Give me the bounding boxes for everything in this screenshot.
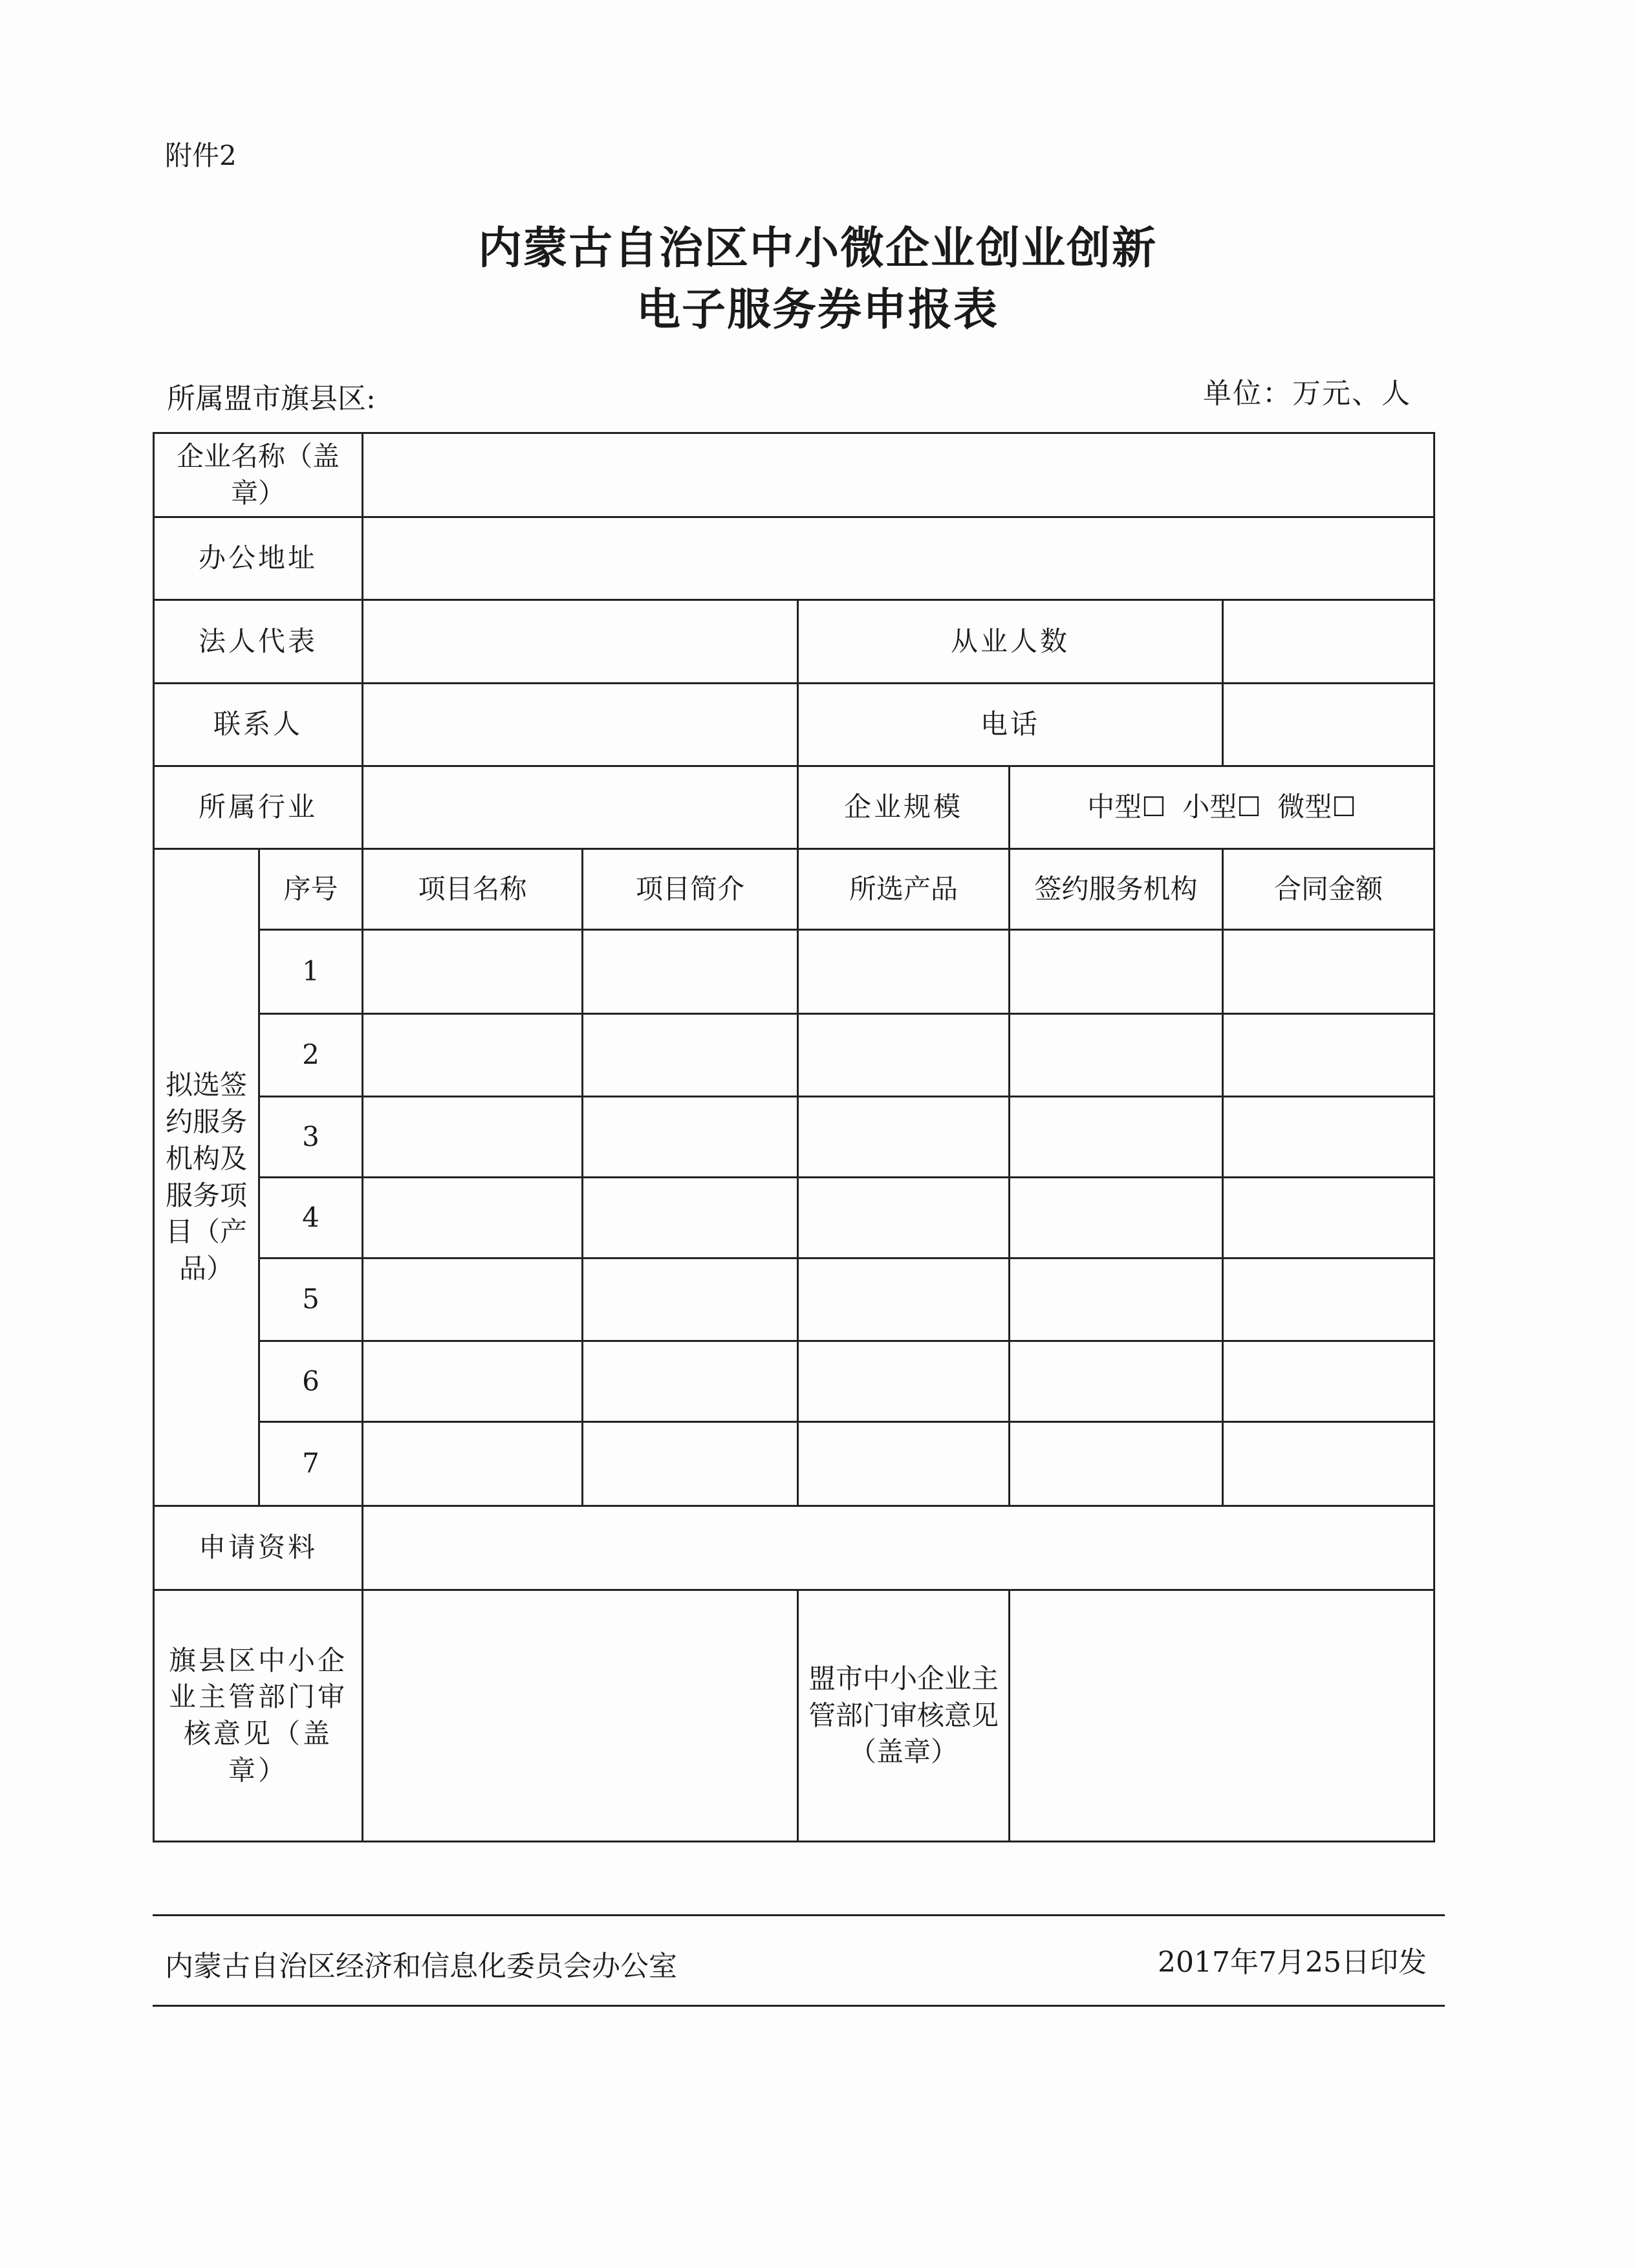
- project-name-cell[interactable]: [363, 1014, 583, 1097]
- project-summary-cell[interactable]: [583, 930, 798, 1014]
- selected-product-cell[interactable]: [798, 930, 1010, 1014]
- selected-product-cell[interactable]: [798, 1341, 1010, 1422]
- row-number: 3: [259, 1097, 363, 1178]
- phone-label: 电话: [798, 684, 1223, 766]
- project-summary-cell[interactable]: [583, 1422, 798, 1506]
- project-name-cell[interactable]: [363, 1422, 583, 1506]
- legal-rep-field[interactable]: [363, 600, 798, 684]
- service-agency-cell[interactable]: [1010, 1341, 1223, 1422]
- contact-label: 联系人: [154, 684, 363, 766]
- service-agency-cell[interactable]: [1010, 1178, 1223, 1258]
- selected-product-cell[interactable]: [798, 1178, 1010, 1258]
- industry-field[interactable]: [363, 766, 798, 849]
- project-summary-cell[interactable]: [583, 1014, 798, 1097]
- service-agency-cell[interactable]: [1010, 1097, 1223, 1178]
- league-review-label: 盟市中小企业主管部门审核意见（盖章）: [798, 1590, 1010, 1842]
- service-agency-cell[interactable]: [1010, 1258, 1223, 1341]
- selected-product-cell[interactable]: [798, 1097, 1010, 1178]
- project-name-cell[interactable]: [363, 1341, 583, 1422]
- selected-product-cell[interactable]: [798, 1422, 1010, 1506]
- company-name-field[interactable]: [363, 433, 1435, 517]
- contract-amount-cell[interactable]: [1223, 1097, 1435, 1178]
- employees-field[interactable]: [1223, 600, 1435, 684]
- region-label: 所属盟市旗县区:: [167, 382, 376, 415]
- league-review-field[interactable]: [1010, 1590, 1435, 1842]
- county-review-label: 旗县区中小企业主管部门审核意见（盖章）: [154, 1590, 363, 1842]
- project-name-cell[interactable]: [363, 1258, 583, 1341]
- selected-product-cell[interactable]: [798, 1258, 1010, 1341]
- project-summary-cell[interactable]: [583, 1097, 798, 1178]
- unit-label: 单位：万元、人: [1203, 377, 1411, 410]
- contract-amount-cell[interactable]: [1223, 1014, 1435, 1097]
- application-materials-field[interactable]: [363, 1506, 1435, 1590]
- contract-amount-cell[interactable]: [1223, 1422, 1435, 1506]
- project-name-cell[interactable]: [363, 930, 583, 1014]
- scale-option-micro[interactable]: 微型☐: [1277, 791, 1356, 823]
- column-header-no: 序号: [259, 849, 363, 930]
- project-summary-cell[interactable]: [583, 1258, 798, 1341]
- footer-divider-bottom: [153, 2005, 1445, 2007]
- contract-amount-cell[interactable]: [1223, 930, 1435, 1014]
- row-number: 5: [259, 1258, 363, 1341]
- application-form-table: [153, 432, 1435, 1842]
- service-agency-cell[interactable]: [1010, 930, 1223, 1014]
- company-name-label: 企业名称（盖章）: [154, 433, 363, 517]
- project-name-cell[interactable]: [363, 1178, 583, 1258]
- scale-options: [1010, 766, 1435, 849]
- project-summary-cell[interactable]: [583, 1178, 798, 1258]
- form-title-line2: 电子服务券申报表: [636, 285, 999, 336]
- contract-amount-cell[interactable]: [1223, 1258, 1435, 1341]
- row-number: 6: [259, 1341, 363, 1422]
- scale-option-small[interactable]: 小型☐: [1182, 791, 1261, 823]
- contract-amount-cell[interactable]: [1223, 1341, 1435, 1422]
- column-header-service-agency: 签约服务机构: [1010, 849, 1223, 930]
- scale-option-medium[interactable]: 中型☐: [1087, 791, 1166, 823]
- attachment-label: 附件2: [165, 140, 237, 171]
- issue-date: 2017年7月25日印发: [1158, 1946, 1427, 1979]
- phone-field[interactable]: [1223, 684, 1435, 766]
- service-agency-cell[interactable]: [1010, 1014, 1223, 1097]
- contact-field[interactable]: [363, 684, 798, 766]
- column-header-selected-product: 所选产品: [798, 849, 1010, 930]
- column-header-project-name: 项目名称: [363, 849, 583, 930]
- employees-label: 从业人数: [798, 600, 1223, 684]
- office-address-field[interactable]: [363, 517, 1435, 600]
- row-number: 1: [259, 930, 363, 1014]
- row-number: 7: [259, 1422, 363, 1506]
- application-materials-label: 申请资料: [154, 1506, 363, 1590]
- column-header-contract-amount: 合同金额: [1223, 849, 1435, 930]
- industry-label: 所属行业: [154, 766, 363, 849]
- project-summary-cell[interactable]: [583, 1341, 798, 1422]
- selected-product-cell[interactable]: [798, 1014, 1010, 1097]
- service-section-label: 拟选签约服务机构及服务项目（产品）: [154, 849, 259, 1506]
- legal-rep-label: 法人代表: [154, 600, 363, 684]
- service-agency-cell[interactable]: [1010, 1422, 1223, 1506]
- form-title-line1: 内蒙古自治区中小微企业创业创新: [477, 223, 1157, 274]
- column-header-project-summary: 项目简介: [583, 849, 798, 930]
- project-name-cell[interactable]: [363, 1097, 583, 1178]
- office-address-label: 办公地址: [154, 517, 363, 600]
- issuer-name: 内蒙古自治区经济和信息化委员会办公室: [165, 1950, 677, 1983]
- footer-divider-top: [153, 1914, 1445, 1916]
- row-number: 4: [259, 1178, 363, 1258]
- county-review-field[interactable]: [363, 1590, 798, 1842]
- contract-amount-cell[interactable]: [1223, 1178, 1435, 1258]
- row-number: 2: [259, 1014, 363, 1097]
- scale-label: 企业规模: [798, 766, 1010, 849]
